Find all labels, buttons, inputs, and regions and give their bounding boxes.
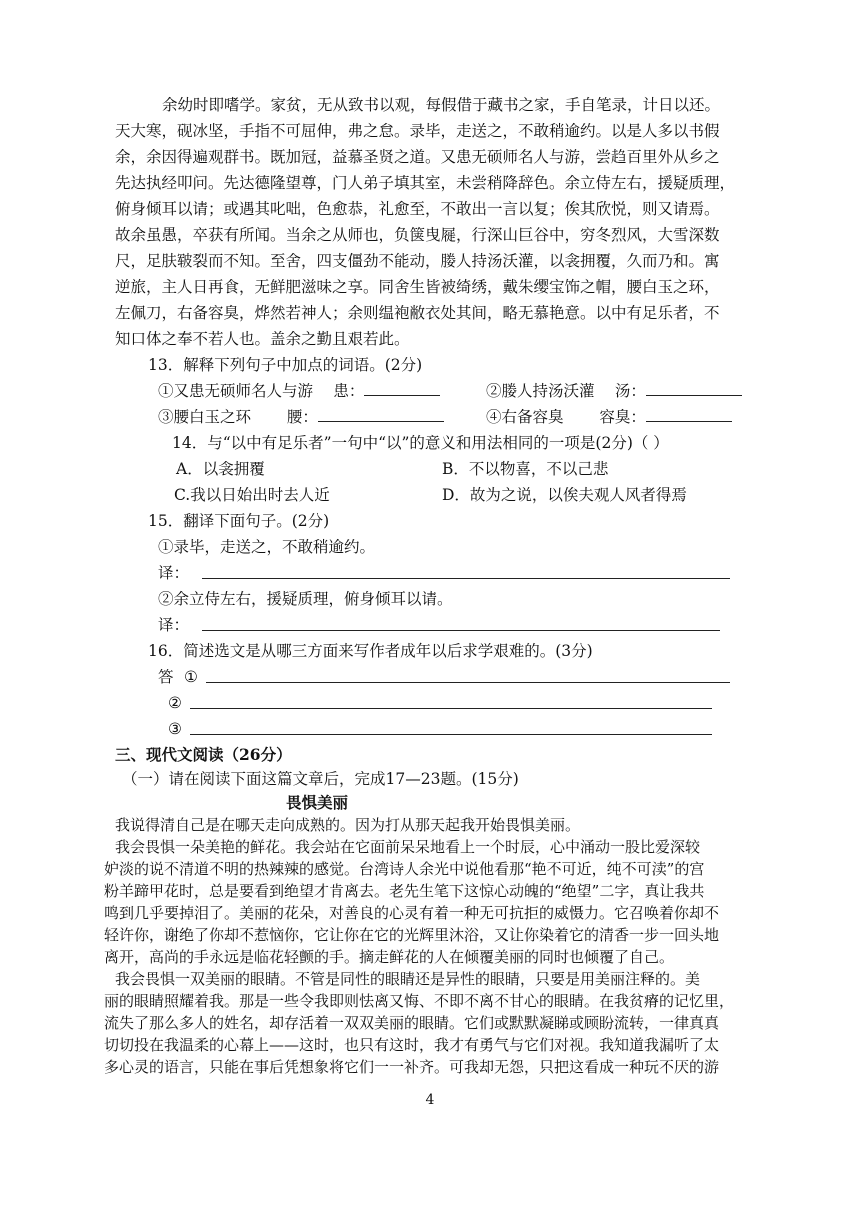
section-instruction: （一）请在阅读下面这篇文章后，完成17—23题。(15分) (122, 770, 519, 788)
answer-line[interactable] (190, 734, 712, 735)
passage-line: 尺，足肤皲裂而不知。至舍，四支僵劲不能动，媵人持汤沃灌，以衾拥覆，久而乃和。寓 (115, 252, 720, 270)
passage-line: 俯身倾耳以请；或遇其叱咄，色愈恭，礼愈至，不敢出一言以复；俟其欣悦，则又请焉。 (115, 200, 720, 218)
article-paragraph-line: 切切投在我温柔的心幕上——这时，也只有这时，我才有勇气与它们对视。我知道我漏听了太 (104, 1036, 720, 1054)
q13-item-c-text: ③腰白玉之环 腰： (158, 408, 318, 426)
question-title: 14．与“以中有足乐者”一句中“以”的意义和用法相同的一项是(2分)（ ） (172, 434, 669, 452)
answer-blank[interactable] (646, 405, 732, 422)
article-paragraph-line: 妒淡的说不清道不明的热辣辣的感觉。台湾诗人余光中说他看那“艳不可近，纯不可渎”的宫 (104, 860, 705, 878)
passage-line: 余幼时即嗜学。家贫，无从致书以观，每假借于藏书之家，手自笔录，计日以还。 (162, 96, 721, 114)
section-heading: 三、现代文阅读（26分） (115, 745, 292, 764)
q14-option-d[interactable]: D．故为之说，以俟夫观人风者得焉 (442, 486, 687, 504)
passage-line: 天大寒，砚冰坚，手指不可屈伸，弗之怠。录毕，走送之，不敢稍逾约。以是人多以书假 (115, 122, 720, 140)
answer-line[interactable] (202, 578, 730, 579)
article-paragraph-line: 鸣到几乎要掉泪了。美丽的花朵，对善良的心灵有着一种无可抗拒的威慑力。它召唤着你却不 (104, 904, 720, 922)
q13-item-d-text: ④右备容臭 容臭： (486, 408, 646, 426)
q13-item-a (158, 378, 440, 404)
question-title: 16．简述选文是从哪三方面来写作者成年以后求学艰难的。(3分) (148, 642, 593, 660)
article-paragraph-line: 流失了那么多人的姓名，却存活着一双双美丽的眼睛。它们或默默凝睇或顾盼流转，一律真真 (104, 1014, 720, 1032)
q14-option-c[interactable]: C.我以日始出时去人近 (174, 486, 330, 504)
article-paragraph-line: 我会畏惧一朵美艳的鲜花。我会站在它面前呆呆地看上一个时辰，心中涌动一股比爱深较 (115, 838, 701, 856)
q15-sentence-1: ①录毕，走送之，不敢稍逾约。 (158, 538, 376, 556)
question-title: 15．翻译下面句子。(2分) (148, 512, 330, 530)
answer-number-2: ② (168, 694, 182, 712)
answer-label: 答 (158, 668, 174, 686)
answer-blank[interactable] (364, 379, 440, 396)
article-paragraph-line: 我说得清自己是在哪天走向成熟的。因为打从那天起我开始畏惧美丽。 (115, 816, 581, 834)
article-paragraph-line: 我会畏惧一双美丽的眼睛。不管是同性的眼睛还是异性的眼睛，只要是用美丽注释的。美 (115, 970, 701, 988)
q13-item-b (486, 378, 742, 404)
article-paragraph-line: 丽的眼睛照耀着我。那是一些令我即则怯离又悔、不即不离不甘心的眼睛。在我贫瘠的记忆里， (104, 992, 735, 1010)
article-paragraph-line: 轻许你，谢绝了你却不惹恼你，它让你在它的光辉里沐浴，又让你染着它的清香一步一回头地 (104, 926, 720, 944)
passage-line: 故余虽愚，卒获有所闻。当余之从师也，负箧曳屣，行深山巨谷中，穷冬烈风，大雪深数 (115, 226, 720, 244)
answer-blank[interactable] (318, 405, 444, 422)
passage-line: 余，余因得遍观群书。既加冠，益慕圣贤之道。又患无硕师名人与游，尝趋百里外从乡之 (115, 148, 720, 166)
article-paragraph-line: 粉羊蹄甲花时，总是要看到绝望才肯离去。老先生笔下这惊心动魄的“绝望”二字，真让我共 (104, 882, 705, 900)
answer-number-3: ③ (168, 720, 182, 738)
answer-number-1: ① (184, 668, 198, 686)
q13-item-d (486, 404, 732, 430)
article-title: 畏惧美丽 (286, 793, 349, 812)
q13-item-a-text: ①又患无硕师名人与游 患： (158, 382, 365, 400)
answer-line[interactable] (206, 682, 730, 683)
q15-sentence-2: ②余立侍左右，援疑质理，俯身倾耳以请。 (158, 590, 453, 608)
q14-option-b[interactable]: B．不以物喜，不以己悲 (442, 460, 609, 478)
q13-item-b-text: ②媵人持汤沃灌 汤： (486, 382, 646, 400)
translation-label: 译： (158, 564, 190, 582)
passage-line: 知口体之奉不若人也。盖余之勤且艰若此。 (115, 330, 410, 348)
passage-line: 左佩刀，右备容臭，烨然若神人；余则缊袍敝衣处其间，略无慕艳意。以中有足乐者，不 (115, 304, 720, 322)
article-paragraph-line: 离开，高尚的手永远是临花轻颤的手。摘走鲜花的人在倾覆美丽的同时也倾覆了自己。 (104, 948, 675, 966)
answer-line[interactable] (190, 708, 712, 709)
page-number: 4 (425, 1092, 435, 1108)
q13-item-c (158, 404, 444, 430)
passage-line: 先达执经叩问。先达德隆望尊，门人弟子填其室，未尝稍降辞色。余立侍左右，援疑质理， (115, 174, 736, 192)
answer-line[interactable] (202, 630, 720, 631)
question-title: 13．解释下列句子中加点的词语。(2分) (148, 356, 423, 374)
answer-blank[interactable] (646, 379, 742, 396)
article-paragraph-line: 多心灵的语言，只能在事后凭想象将它们一一补齐。可我却无怨，只把这看成一种玩不厌的游 (104, 1058, 720, 1076)
passage-line: 逆旅，主人日再食，无鲜肥滋味之享。同舍生皆被绮绣，戴朱缨宝饰之帽，腰白玉之环， (115, 278, 720, 296)
q14-option-a[interactable]: A．以衾拥覆 (176, 460, 265, 478)
translation-label: 译： (158, 616, 190, 634)
